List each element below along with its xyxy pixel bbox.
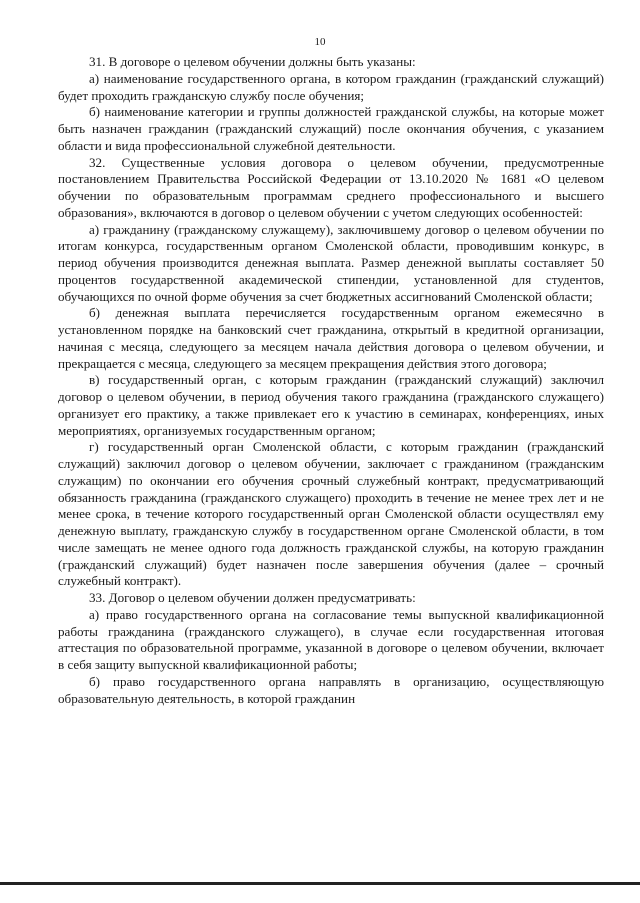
paragraph-32: 32. Существенные условия договора о целевом обучении, предусмотренные постановлением Правительства Российской Федерации от 13.10.2020 № 1681 «О целевом обучении по образовательным программам среднего профессионального и высшего образования», включаются в договор о целевом обучении с учетом следующих особенностей: xyxy=(58,154,604,220)
paragraph-32a: а) гражданину (гражданскому служащему), заключившему договор о целевом обучении по итогам конкурса, государственным органом Смоленской области, проводившим конкурс, в период обучения производится денежная выплата. Размер денежной выплаты составляет 50 процентов государственной академической стипендии, установленной для студентов, обучающихся по очной форме обучения за счет бюджетных ассигнований Смоленской области; xyxy=(58,221,604,304)
paragraph-32v: в) государственный орган, с которым гражданин (гражданский служащий) заключил договор о целевом обучении, в период обучения такого гражданина (гражданского служащего) организует его практику, а также привлекает его к участию в семинарах, конференциях, иных мероприятиях, организуемых государственным органом; xyxy=(58,372,604,438)
paragraph-33a: а) право государственного органа на согласование темы выпускной квалификационной работы гражданина (гражданского служащего), в случае если государственная итоговая аттестация по образовательной программе, указанной в договоре о целевом обучении, включает в себя защиту выпускной квалификационной работы; xyxy=(58,606,604,672)
paragraph-32b: б) денежная выплата перечисляется государственным органом ежемесячно в установленном порядке на банковский счет гражданина, открытый в кредитной организации, начиная с месяца, следующего за месяцем начала действия договора о целевом обучении, и прекращается с месяца, следующего за месяцем прекращения действия этого договора; xyxy=(58,305,604,371)
paragraph-33b: б) право государственного органа направлять в организацию, осуществляющую образовательную деятельность, в которой гражданин xyxy=(58,673,604,706)
scan-bottom-rule xyxy=(0,882,640,885)
document-body xyxy=(58,54,604,707)
paragraph-33: 33. Договор о целевом обучении должен предусматривать: xyxy=(89,590,416,605)
page-number: 10 xyxy=(314,36,326,48)
paragraph-32g: г) государственный орган Смоленской области, с которым гражданин (гражданский служащий) заключил договор о целевом обучении, заключает с гражданином (гражданским служащим) по окончании его обучения срочный служебный контракт, предусматривающий обязанность гражданина (гражданского служащего) проходить в течение не менее трех лет и не менее срока, в течение которого государственный орган Смоленской области осуществлял ему денежную выплату, гражданскую службу в государственном органе Смоленской области, в том числе замещать не менее одного года должность гражданской службы, на которую гражданин (гражданский служащий) будет назначен после завершения обучения (далее – срочный служебный контракт). xyxy=(58,439,604,589)
paragraph-31: 31. В договоре о целевом обучении должны быть указаны: xyxy=(89,54,416,69)
paragraph-31b: б) наименование категории и группы должностей гражданской службы, на которые может быть назначен гражданин (гражданский служащий) после окончания обучения, с указанием области и вида профессиональной служебной деятельности. xyxy=(58,104,604,153)
paragraph-31a: а) наименование государственного органа, в котором гражданин (гражданский служащий) будет проходить гражданскую службу после обучения; xyxy=(58,70,604,103)
